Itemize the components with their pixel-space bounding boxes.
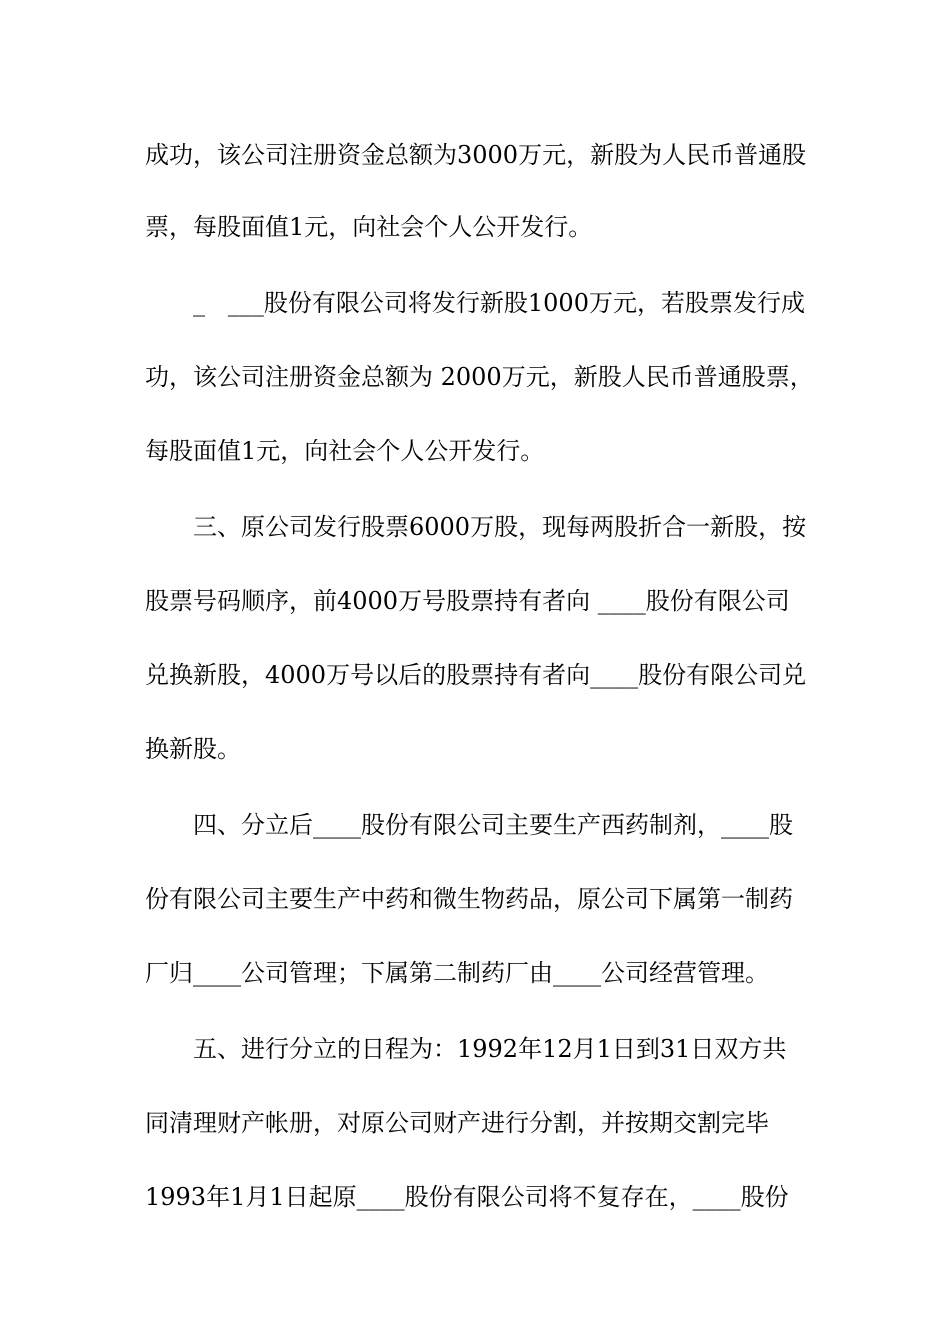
text-line: _ ___股份有限公司将发行新股1000万元，若股票发行成 xyxy=(193,289,805,317)
text-line: 1993年1月1日起原____股份有限公司将不复存在，____股份 xyxy=(145,1183,789,1211)
text-line: 同清理财产帐册，对原公司财产进行分割，并按期交割完毕 xyxy=(145,1109,769,1137)
text-line: 三、原公司发行股票6000万股，现每两股折合一新股，按 xyxy=(193,513,807,541)
text-line: 功，该公司注册资金总额为 2000万元，新股人民币普通股票， xyxy=(145,363,814,391)
text-line: 每股面值1元，向社会个人公开发行。 xyxy=(145,437,545,465)
text-line: 四、分立后____股份有限公司主要生产西药制剂，____股 xyxy=(193,811,793,839)
text-line: 成功，该公司注册资金总额为3000万元，新股为人民币普通股 xyxy=(145,141,807,169)
text-line: 五、进行分立的日程为：1992年12月1日到31日双方共 xyxy=(193,1035,787,1063)
text-line: 兑换新股，4000万号以后的股票持有者向____股份有限公司兑 xyxy=(145,661,807,689)
text-line: 股票号码顺序，前4000万号股票持有者向 ____股份有限公司 xyxy=(145,587,790,615)
text-line: 换新股。 xyxy=(145,735,241,763)
text-line: 票，每股面值1元，向社会个人公开发行。 xyxy=(145,213,593,241)
text-line: 份有限公司主要生产中药和微生物药品，原公司下属第一制药 xyxy=(145,885,793,913)
text-line: 厂归____公司管理；下属第二制药厂由____公司经营管理。 xyxy=(145,959,769,987)
